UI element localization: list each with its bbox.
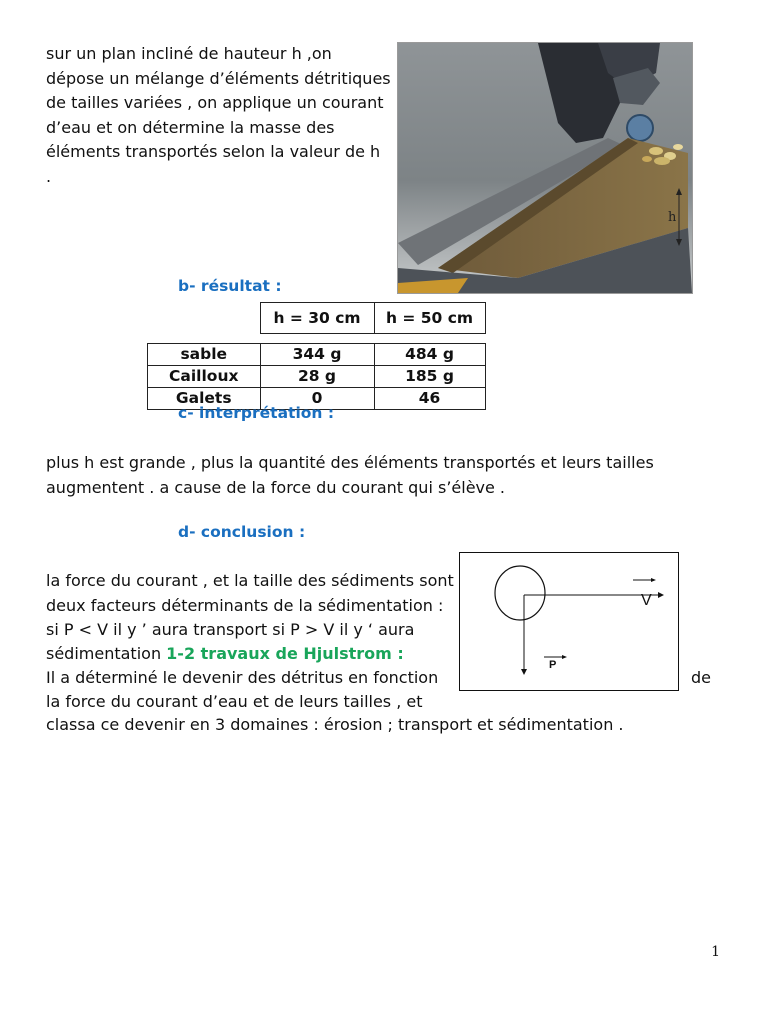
- interpretation-heading: c- interprétation :: [178, 404, 335, 422]
- table-header-row: [148, 303, 486, 334]
- conclusion-line-6: la force du courant d’eau et de leurs tailles , et: [46, 692, 423, 711]
- conclusion-line-5: Il a déterminé le devenir des détritus en fonction: [46, 668, 439, 687]
- conclusion-heading: d- conclusion :: [178, 523, 306, 541]
- weight-label: P: [549, 659, 557, 671]
- column-header: h = 50 cm: [374, 303, 485, 334]
- height-label: h: [668, 210, 677, 225]
- force-diagram: [459, 552, 679, 691]
- intro-paragraph: sur un plan incliné de hauteur h ,on dépose un mélange d’éléments détritiques de tailles variées , on applique un courant d’eau et on détermine la masse des éléments transportés selon la valeur de h .: [46, 44, 391, 186]
- result-heading: b- résultat :: [178, 277, 282, 295]
- row-label: sable: [148, 344, 261, 366]
- particle-circle: [495, 566, 545, 620]
- conclusion-line-7: classa ce devenir en 3 domaines : érosion ; transport et sédimentation .: [46, 715, 624, 734]
- conclusion-line-5-end: de: [691, 668, 711, 687]
- experiment-illustration: [398, 43, 692, 293]
- table-row: [148, 344, 486, 366]
- section-title-hjulstrom: 1-2 travaux de Hjulstrom :: [166, 644, 404, 663]
- velocity-label: V: [641, 592, 652, 609]
- table-cell: 0: [260, 388, 374, 410]
- table-row: [148, 366, 486, 388]
- table-cell: 28 g: [260, 366, 374, 388]
- conclusion-line-3: si P < V il y ’ aura transport si P > V il y ‘ aura: [46, 620, 415, 639]
- interpretation-line-2: augmentent . a cause de la force du courant qui s’élève .: [46, 478, 506, 497]
- conclusion-line-1: la force du courant , et la taille des sédiments sont: [46, 571, 454, 590]
- page-number: 1: [711, 944, 720, 960]
- inclined-plane-photo: [397, 42, 693, 294]
- table-cell: 344 g: [260, 344, 374, 366]
- column-header: h = 30 cm: [260, 303, 374, 334]
- row-label: Cailloux: [148, 366, 261, 388]
- result-table: [147, 302, 486, 410]
- table-cell: 46: [374, 388, 485, 410]
- table-cell: 484 g: [374, 344, 485, 366]
- interpretation-line-1: plus h est grande , plus la quantité des éléments transportés et leurs tailles: [46, 453, 654, 472]
- force-diagram-svg: [460, 553, 678, 690]
- conclusion-text: sédimentation: [46, 644, 167, 663]
- row-label: Galets: [148, 388, 261, 410]
- conclusion-line-2: deux facteurs déterminants de la sédimentation :: [46, 596, 444, 615]
- table-cell: 185 g: [374, 366, 485, 388]
